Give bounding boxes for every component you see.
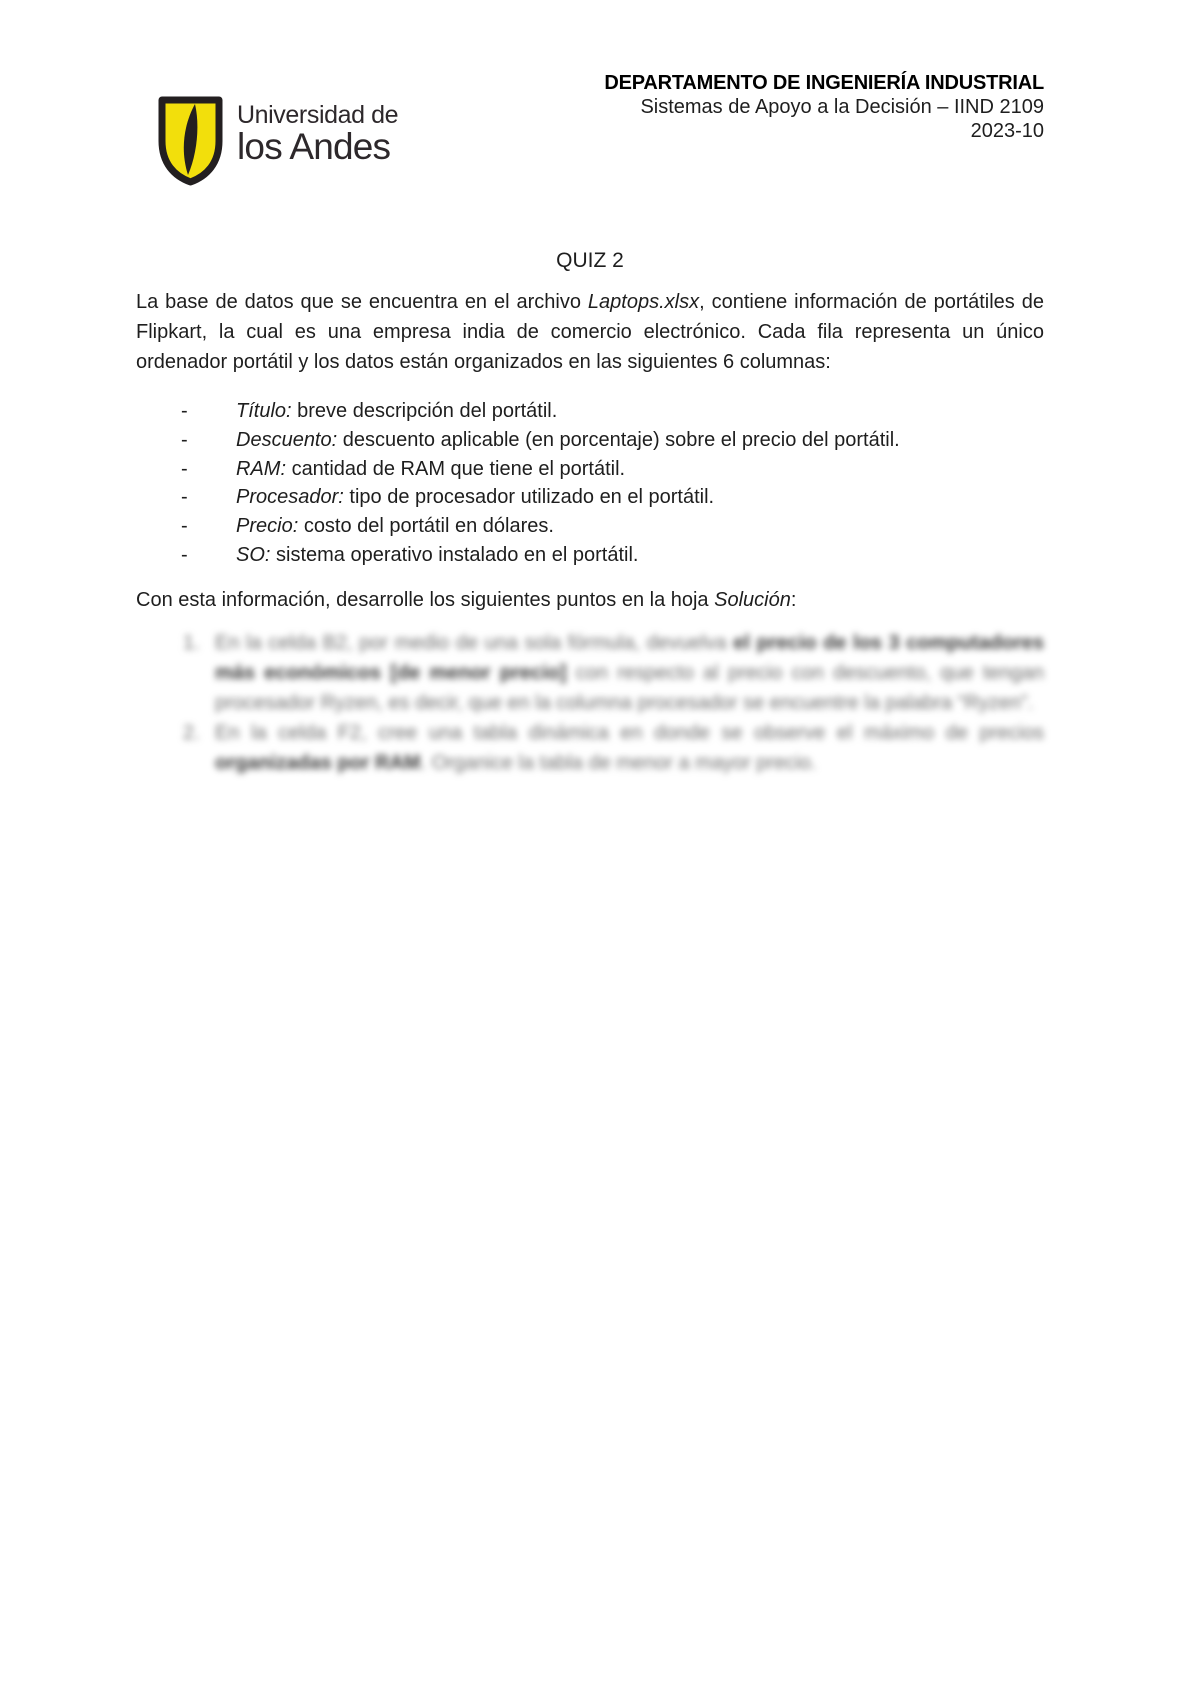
column-term: Procesador:	[236, 486, 344, 509]
academic-term: 2023-10	[970, 120, 1044, 142]
task-number: 1.	[183, 632, 200, 654]
bullet-dash: -	[181, 543, 188, 566]
bullet-dash: -	[181, 515, 188, 538]
instruction-paragraph	[136, 585, 1044, 615]
column-term: Precio:	[236, 515, 299, 538]
column-desc: breve descripción del portátil.	[297, 400, 558, 422]
course-title: Sistemas de Apoyo a la Decisión – IIND 2109	[640, 96, 1044, 118]
list-item	[136, 483, 1044, 512]
redacted-text: En la celda B2, por medio de una sola fórmula, devuelva	[215, 632, 734, 654]
list-item	[136, 455, 1044, 484]
filename-emphasis: Laptops.xlsx	[587, 291, 700, 313]
column-term: Descuento:	[236, 428, 338, 451]
list-item	[136, 541, 1044, 570]
university-wordmark	[237, 102, 398, 165]
intro-paragraph	[136, 287, 1044, 377]
column-desc: costo del portátil en dólares.	[303, 515, 554, 538]
column-desc: descuento aplicable (en porcentaje) sobre el precio del portátil.	[342, 428, 900, 451]
intro-text-2: , contiene información de portátiles de Flipkart, la cual es una empresa india de comercio electrónico. Cada fila representa un único ordenador portátil y los datos están organizados en las siguientes 6 columnas:	[136, 291, 1044, 373]
instruction-text-2: :	[790, 589, 797, 611]
column-term: RAM:	[236, 457, 286, 480]
list-item	[136, 397, 1044, 426]
redacted-text: con respecto al precio con descuento, que tengan procesador Ryzen, es decir, que en la columna procesador se encuentre la palabra “Ryzen”.	[215, 662, 1044, 714]
columns-definition-list	[136, 397, 1044, 570]
bullet-dash: -	[181, 400, 188, 422]
instruction-text-1: Con esta información, desarrolle los siguientes puntos en la hoja	[136, 589, 715, 611]
redacted-task-item	[136, 628, 1044, 718]
column-desc: tipo de procesador utilizado en el portátil.	[349, 486, 715, 509]
redacted-text: . Organice la tabla de menor a mayor precio.	[420, 752, 817, 774]
column-desc: sistema operativo instalado en el portátil.	[276, 543, 639, 566]
uniandes-shield-icon	[157, 96, 224, 186]
university-logo	[157, 94, 417, 186]
wordmark-line1: Universidad de	[237, 101, 399, 129]
bullet-dash: -	[181, 428, 188, 451]
column-term: SO:	[236, 543, 271, 566]
wordmark-line2: los Andes	[237, 126, 391, 167]
bullet-dash: -	[181, 486, 188, 509]
page-header	[450, 72, 1044, 143]
sheet-name-emphasis: Solución	[714, 589, 791, 611]
redacted-task-list	[136, 628, 1044, 778]
list-item	[136, 426, 1044, 455]
column-desc: cantidad de RAM que tiene el portátil.	[291, 457, 626, 480]
department-title: DEPARTAMENTO DE INGENIERÍA INDUSTRIAL	[604, 72, 1044, 94]
redacted-text: En la celda F2, cree una tabla dinámica en donde se observe el máximo de precios	[215, 722, 1044, 744]
task-number: 2.	[183, 722, 200, 744]
column-term: Título:	[236, 400, 292, 422]
intro-text-1: La base de datos que se encuentra en el archivo	[136, 291, 588, 313]
bullet-dash: -	[181, 457, 188, 480]
redacted-task-item	[136, 718, 1044, 778]
list-item	[136, 512, 1044, 541]
quiz-title: QUIZ 2	[556, 249, 624, 272]
redacted-text-bold: organizadas por RAM	[215, 752, 421, 774]
redacted-text-bold: el precio de los 3 computadores más económicos [de menor precio]	[215, 632, 1044, 684]
